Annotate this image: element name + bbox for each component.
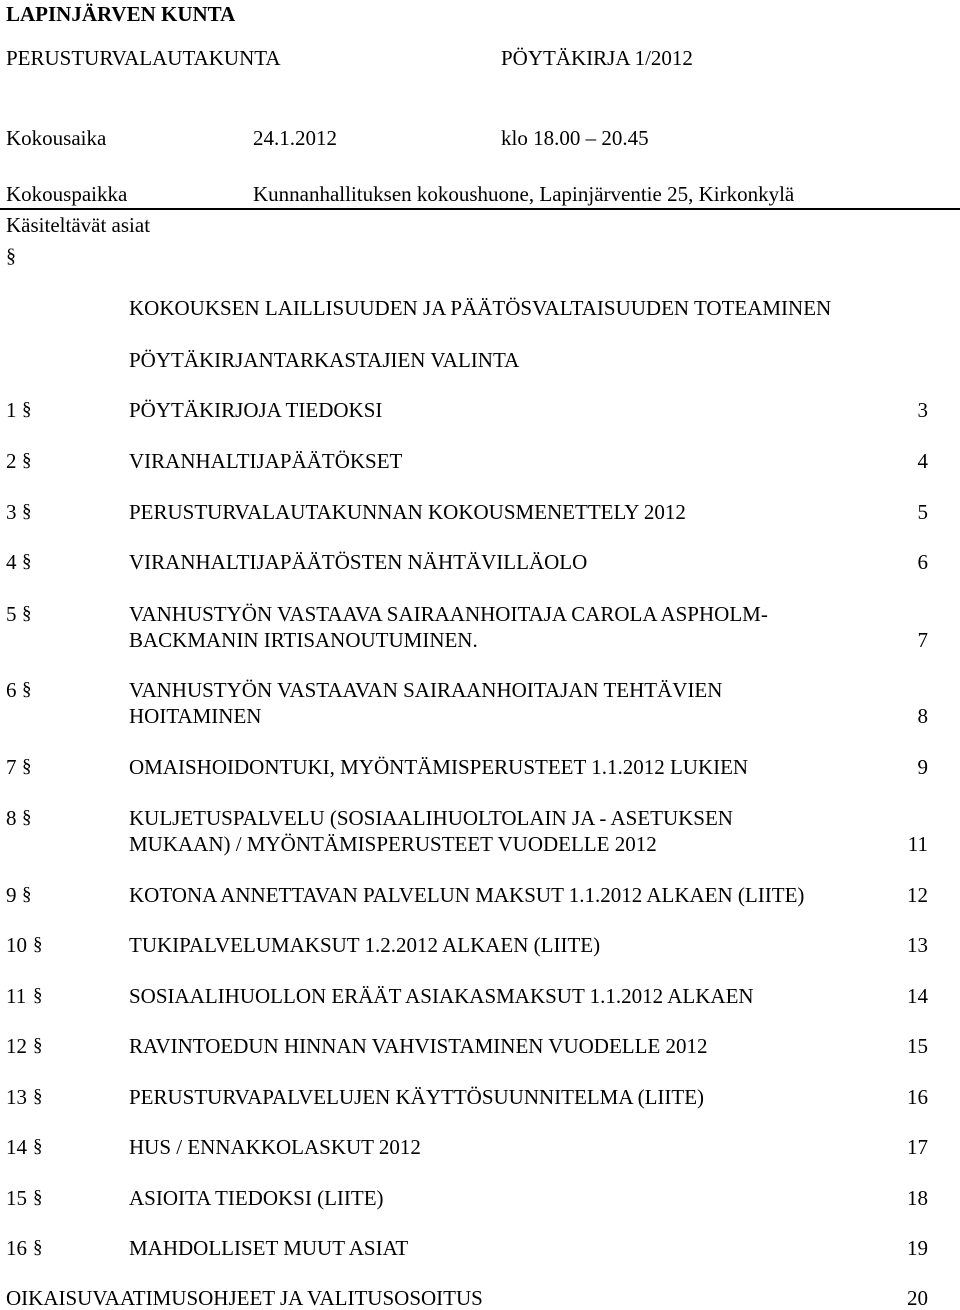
agenda-item-page: 15: [907, 1034, 928, 1058]
agenda-item-title: VIRANHALTIJAPÄÄTÖKSET: [129, 449, 403, 473]
agenda-item-page: 18: [907, 1186, 928, 1210]
municipality-name: LAPINJÄRVEN KUNTA: [6, 2, 236, 26]
agenda-item-page: 13: [907, 933, 928, 957]
agenda-item-title: VIRANHALTIJAPÄÄTÖSTEN NÄHTÄVILLÄOLO: [129, 550, 588, 574]
section-sign: §: [22, 450, 32, 471]
agenda-item-page: 12: [907, 883, 928, 907]
agenda-item-page: 14: [907, 984, 928, 1008]
agenda-item-title: HUS / ENNAKKOLASKUT 2012: [129, 1135, 421, 1159]
agenda-item-page: 3: [917, 398, 928, 422]
agenda-item-number: 2: [6, 449, 17, 473]
agenda-item-title: KULJETUSPALVELU (SOSIAALIHUOLTOLAIN JA - ASETUKSEN: [129, 806, 733, 830]
agenda-item-title: PÖYTÄKIRJOJA TIEDOKSI: [129, 398, 383, 422]
appeal-instructions-title: OIKAISUVAATIMUSOHJEET JA VALITUSOSOITUS: [6, 1286, 483, 1310]
section-sign: §: [22, 551, 32, 572]
section-sign: §: [22, 807, 32, 828]
agenda-item-title: TUKIPALVELUMAKSUT 1.2.2012 ALKAEN (LIITE): [129, 933, 601, 957]
meeting-date: 24.1.2012: [253, 126, 337, 150]
agenda-item-number: 7: [6, 755, 17, 779]
agenda-item-number: 11: [6, 984, 27, 1008]
agenda-item-page: 4: [917, 449, 928, 473]
agenda-item-title: PERUSTURVAPALVELUJEN KÄYTTÖSUUNNITELMA (LIITE): [129, 1085, 705, 1109]
section-sign: §: [33, 985, 43, 1006]
agenda-item-title-continued: MUKAAN) / MYÖNTÄMISPERUSTEET VUODELLE 2012: [129, 832, 657, 856]
agenda-item-page: 17: [907, 1135, 928, 1159]
agenda-item-page: 6: [917, 550, 928, 574]
agenda-item-number: 16: [6, 1236, 27, 1260]
agenda-item-number: 14: [6, 1135, 27, 1159]
section-sign: §: [22, 399, 32, 420]
agenda-item-title: RAVINTOEDUN HINNAN VAHVISTAMINEN VUODELLE 2012: [129, 1034, 708, 1058]
agenda-item-page: 5: [917, 500, 928, 524]
intro-item-legality: KOKOUKSEN LAILLISUUDEN JA PÄÄTÖSVALTAISUUDEN TOTEAMINEN: [129, 296, 832, 320]
section-sign: §: [33, 1237, 43, 1258]
agenda-item-number: 5: [6, 602, 17, 626]
appeal-instructions-page: 20: [907, 1286, 928, 1310]
agenda-item-number: 9: [6, 883, 17, 907]
section-sign: §: [33, 1136, 43, 1157]
meeting-place: Kunnanhallituksen kokoushuone, Lapinjärventie 25, Kirkonkylä: [253, 182, 795, 206]
agenda-item-number: 4: [6, 550, 17, 574]
agenda-item-page: 19: [907, 1236, 928, 1260]
section-sign: §: [33, 1035, 43, 1056]
section-sign: §: [22, 884, 32, 905]
meeting-place-label: Kokouspaikka: [6, 182, 128, 206]
agenda-item-number: 3: [6, 500, 17, 524]
agenda-item-title: OMAISHOIDONTUKI, MYÖNTÄMISPERUSTEET 1.1.2012 LUKIEN: [129, 755, 749, 779]
section-sign: §: [33, 934, 43, 955]
agenda-item-title-continued: BACKMANIN IRTISANOUTUMINEN.: [129, 628, 478, 652]
agenda-item-title: MAHDOLLISET MUUT ASIAT: [129, 1236, 409, 1260]
agenda-item-title: ASIOITA TIEDOKSI (LIITE): [129, 1186, 384, 1210]
agenda-item-page: 9: [917, 755, 928, 779]
agenda-item-title: VANHUSTYÖN VASTAAVA SAIRAANHOITAJA CAROLA ASPHOLM-: [129, 602, 768, 626]
agenda-item-page: 7: [917, 628, 928, 652]
agenda-item-title: PERUSTURVALAUTAKUNNAN KOKOUSMENETTELY 2012: [129, 500, 686, 524]
agenda-item-title: VANHUSTYÖN VASTAAVAN SAIRAANHOITAJAN TEHTÄVIEN: [129, 678, 723, 702]
meeting-time-label: Kokousaika: [6, 126, 107, 150]
agenda-item-title-continued: HOITAMINEN: [129, 704, 262, 728]
section-sign: §: [22, 679, 32, 700]
agenda-item-number: 1: [6, 398, 17, 422]
agenda-item-number: 10: [6, 933, 27, 957]
section-sign: §: [22, 501, 32, 522]
document-id: PÖYTÄKIRJA 1/2012: [501, 46, 693, 70]
agenda-item-number: 12: [6, 1034, 27, 1058]
agenda-label: Käsiteltävät asiat: [6, 213, 151, 237]
agenda-item-number: 13: [6, 1085, 27, 1109]
section-sign: §: [22, 756, 32, 777]
board-name: PERUSTURVALAUTAKUNTA: [6, 46, 281, 70]
agenda-item-number: 8: [6, 806, 17, 830]
agenda-item-number: 15: [6, 1186, 27, 1210]
header-divider: [0, 208, 960, 210]
agenda-item-title: SOSIAALIHUOLLON ERÄÄT ASIAKASMAKSUT 1.1.2012 ALKAEN: [129, 984, 754, 1008]
section-sign: §: [33, 1086, 43, 1107]
agenda-item-page: 11: [907, 832, 928, 856]
agenda-item-number: 6: [6, 678, 17, 702]
meeting-hours: klo 18.00 – 20.45: [501, 126, 649, 150]
agenda-item-page: 8: [917, 704, 928, 728]
section-sign: §: [33, 1187, 43, 1208]
intro-item-minutes-checkers: PÖYTÄKIRJANTARKASTAJIEN VALINTA: [129, 348, 520, 372]
agenda-item-page: 16: [907, 1085, 928, 1109]
agenda-item-title: KOTONA ANNETTAVAN PALVELUN MAKSUT 1.1.2012 ALKAEN (LIITE): [129, 883, 805, 907]
section-sign: §: [22, 603, 32, 624]
section-sign: §: [6, 245, 16, 267]
